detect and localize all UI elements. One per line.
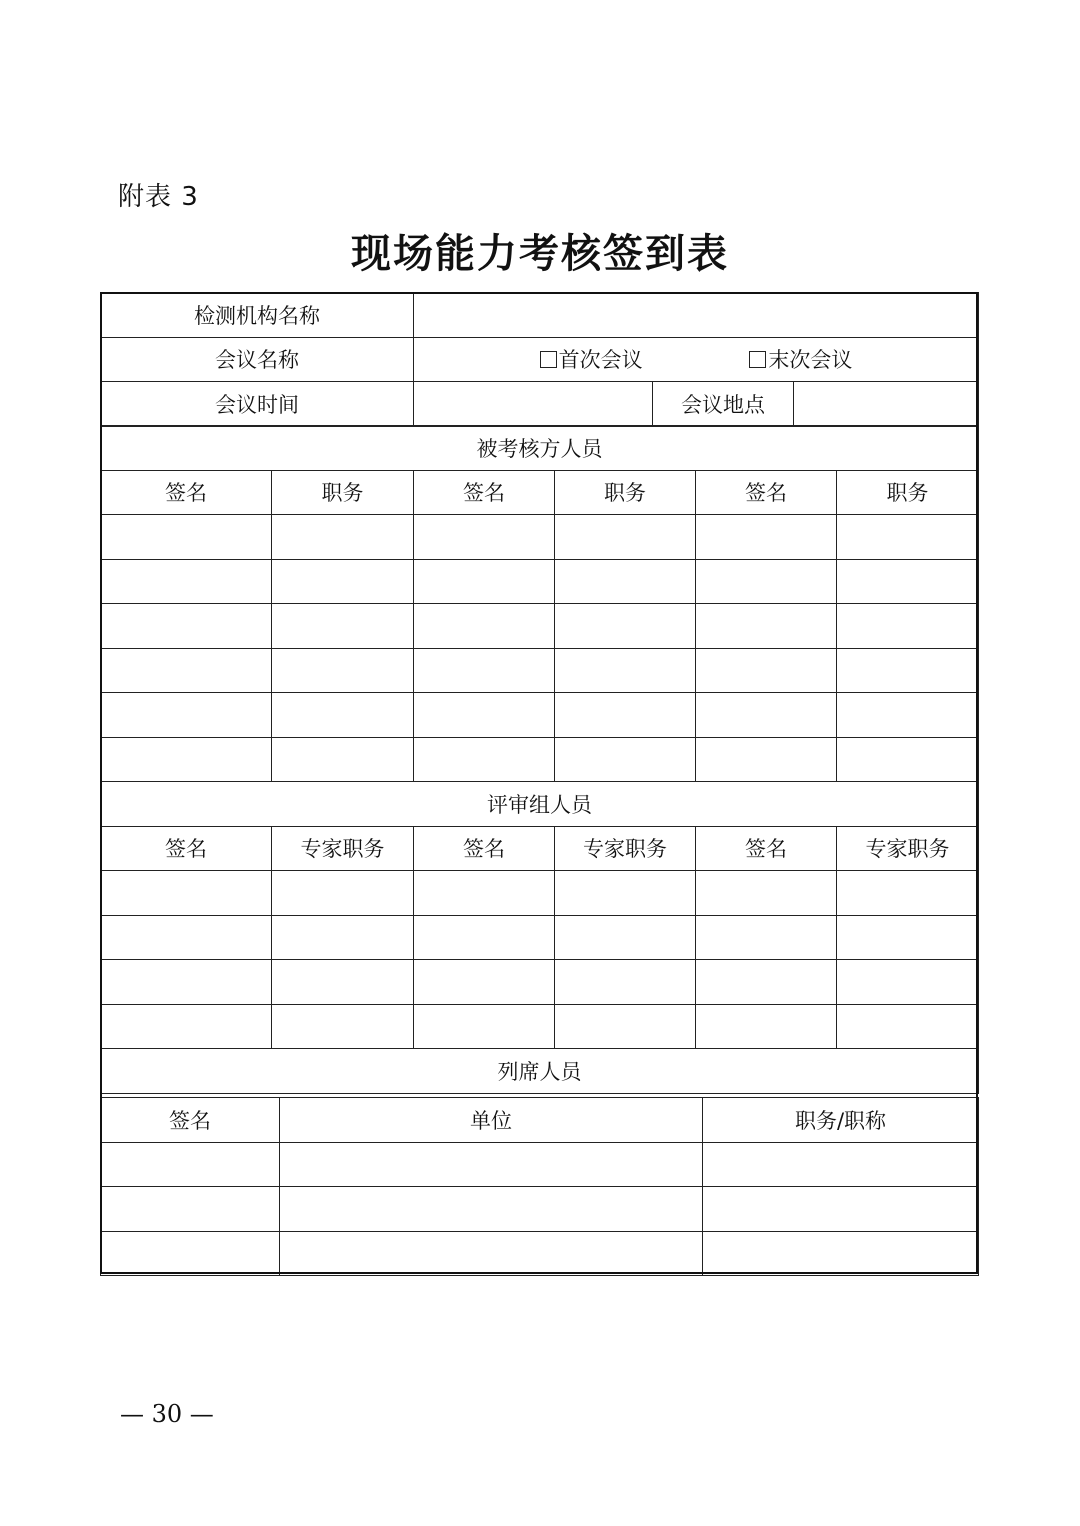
assessed-header-row — [101, 470, 979, 515]
header-cell: 专家职务 — [555, 826, 696, 871]
assessed-blank-row — [101, 515, 979, 560]
review-blank-row — [101, 915, 979, 960]
blank-cell[interactable] — [837, 1004, 979, 1049]
header-cell: 签名 — [101, 826, 272, 871]
blank-cell[interactable] — [272, 871, 414, 916]
blank-cell[interactable] — [555, 871, 696, 916]
blank-cell[interactable] — [837, 693, 979, 738]
blank-cell[interactable] — [555, 648, 696, 693]
checkbox-icon[interactable] — [749, 351, 766, 368]
blank-cell[interactable] — [696, 1004, 837, 1049]
meeting-time-row — [101, 382, 979, 427]
header-cell: 单位 — [280, 1098, 703, 1143]
header-cell: 职务 — [555, 470, 696, 515]
meeting-time-label: 会议时间 — [101, 382, 414, 427]
blank-cell[interactable] — [414, 515, 555, 560]
option-first-meeting[interactable] — [540, 344, 643, 374]
sign-in-form — [100, 292, 979, 427]
blank-cell[interactable] — [555, 604, 696, 649]
blank-cell[interactable] — [272, 515, 414, 560]
attendees-header-row — [101, 1098, 979, 1143]
blank-cell[interactable] — [101, 693, 272, 738]
blank-cell[interactable] — [837, 515, 979, 560]
blank-cell[interactable] — [280, 1187, 703, 1232]
blank-cell[interactable] — [837, 604, 979, 649]
blank-cell[interactable] — [414, 693, 555, 738]
blank-cell[interactable] — [696, 515, 837, 560]
blank-cell[interactable] — [101, 648, 272, 693]
appendix-label: 附表 3 — [118, 182, 199, 212]
assessed-blank-row — [101, 648, 979, 693]
blank-cell[interactable] — [101, 1004, 272, 1049]
meeting-name-label: 会议名称 — [101, 337, 414, 382]
blank-cell[interactable] — [837, 737, 979, 782]
blank-cell[interactable] — [101, 1231, 280, 1276]
blank-cell[interactable] — [272, 693, 414, 738]
blank-cell[interactable] — [696, 871, 837, 916]
blank-cell[interactable] — [101, 737, 272, 782]
blank-cell[interactable] — [272, 648, 414, 693]
blank-cell[interactable] — [272, 915, 414, 960]
blank-cell[interactable] — [272, 960, 414, 1005]
option-last-meeting[interactable] — [749, 344, 852, 374]
blank-cell[interactable] — [272, 604, 414, 649]
blank-cell[interactable] — [101, 1142, 280, 1187]
section-assessed-title-row — [101, 426, 979, 471]
blank-cell[interactable] — [703, 1231, 979, 1276]
header-cell: 职务/职称 — [703, 1098, 979, 1143]
blank-cell[interactable] — [414, 604, 555, 649]
option-last-label: 末次会议 — [768, 348, 853, 373]
blank-cell[interactable] — [555, 1004, 696, 1049]
header-cell: 签名 — [414, 826, 555, 871]
review-blank-row — [101, 871, 979, 916]
org-value-cell[interactable] — [414, 293, 979, 338]
blank-cell[interactable] — [414, 737, 555, 782]
meeting-type-options — [414, 337, 979, 382]
attendees-blank-row — [101, 1142, 979, 1187]
assessed-blank-row — [101, 604, 979, 649]
assessed-blank-row — [101, 737, 979, 782]
blank-cell[interactable] — [837, 960, 979, 1005]
blank-cell[interactable] — [696, 559, 837, 604]
blank-cell[interactable] — [837, 871, 979, 916]
header-cell: 专家职务 — [272, 826, 414, 871]
review-blank-row — [101, 1004, 979, 1049]
personnel-table — [100, 425, 979, 1094]
blank-cell[interactable] — [696, 648, 837, 693]
blank-cell[interactable] — [101, 960, 272, 1005]
blank-cell[interactable] — [414, 1004, 555, 1049]
meeting-place-label: 会议地点 — [653, 382, 794, 427]
assessed-blank-row — [101, 693, 979, 738]
assessed-blank-row — [101, 559, 979, 604]
blank-cell[interactable] — [414, 648, 555, 693]
section-review-title: 评审组人员 — [101, 782, 979, 827]
section-review-title-row — [101, 782, 979, 827]
meeting-name-row — [101, 337, 979, 382]
blank-cell[interactable] — [696, 960, 837, 1005]
blank-cell[interactable] — [101, 871, 272, 916]
blank-cell[interactable] — [280, 1142, 703, 1187]
review-header-row — [101, 826, 979, 871]
meeting-place-value-cell[interactable] — [794, 382, 979, 427]
blank-cell[interactable] — [280, 1231, 703, 1276]
blank-cell[interactable] — [272, 1004, 414, 1049]
attendees-blank-row — [101, 1231, 979, 1276]
blank-cell[interactable] — [696, 693, 837, 738]
header-cell: 签名 — [696, 826, 837, 871]
blank-cell[interactable] — [555, 515, 696, 560]
org-row — [101, 293, 979, 338]
header-cell: 职务 — [837, 470, 979, 515]
blank-cell[interactable] — [703, 1187, 979, 1232]
review-blank-row — [101, 960, 979, 1005]
checkbox-icon[interactable] — [540, 351, 557, 368]
blank-cell[interactable] — [101, 604, 272, 649]
blank-cell[interactable] — [101, 915, 272, 960]
blank-cell[interactable] — [696, 737, 837, 782]
attendees-table — [100, 1097, 979, 1276]
blank-cell[interactable] — [555, 559, 696, 604]
header-cell: 专家职务 — [837, 826, 979, 871]
blank-cell[interactable] — [555, 960, 696, 1005]
blank-cell[interactable] — [101, 559, 272, 604]
blank-cell[interactable] — [696, 915, 837, 960]
section-assessed-title: 被考核方人员 — [101, 426, 979, 471]
blank-cell[interactable] — [414, 871, 555, 916]
meeting-time-value-cell[interactable] — [414, 382, 653, 427]
option-first-label: 首次会议 — [558, 348, 643, 373]
blank-cell[interactable] — [703, 1142, 979, 1187]
header-cell: 签名 — [696, 470, 837, 515]
section-attendees-title-row — [101, 1049, 979, 1094]
header-cell: 签名 — [101, 470, 272, 515]
blank-cell[interactable] — [272, 737, 414, 782]
blank-cell[interactable] — [837, 559, 979, 604]
blank-cell[interactable] — [555, 915, 696, 960]
org-label: 检测机构名称 — [101, 293, 414, 338]
blank-cell[interactable] — [101, 1187, 280, 1232]
blank-cell[interactable] — [555, 737, 696, 782]
blank-cell[interactable] — [837, 648, 979, 693]
header-cell: 签名 — [414, 470, 555, 515]
blank-cell[interactable] — [696, 604, 837, 649]
page-title: 现场能力考核签到表 — [351, 230, 729, 277]
page-number: — 30 — — [120, 1400, 214, 1428]
blank-cell[interactable] — [101, 515, 272, 560]
blank-cell[interactable] — [272, 559, 414, 604]
attendees-blank-row — [101, 1187, 979, 1232]
blank-cell[interactable] — [555, 693, 696, 738]
blank-cell[interactable] — [414, 559, 555, 604]
blank-cell[interactable] — [837, 915, 979, 960]
section-attendees-title: 列席人员 — [101, 1049, 979, 1094]
header-cell: 签名 — [101, 1098, 280, 1143]
blank-cell[interactable] — [414, 960, 555, 1005]
blank-cell[interactable] — [414, 915, 555, 960]
header-cell: 职务 — [272, 470, 414, 515]
